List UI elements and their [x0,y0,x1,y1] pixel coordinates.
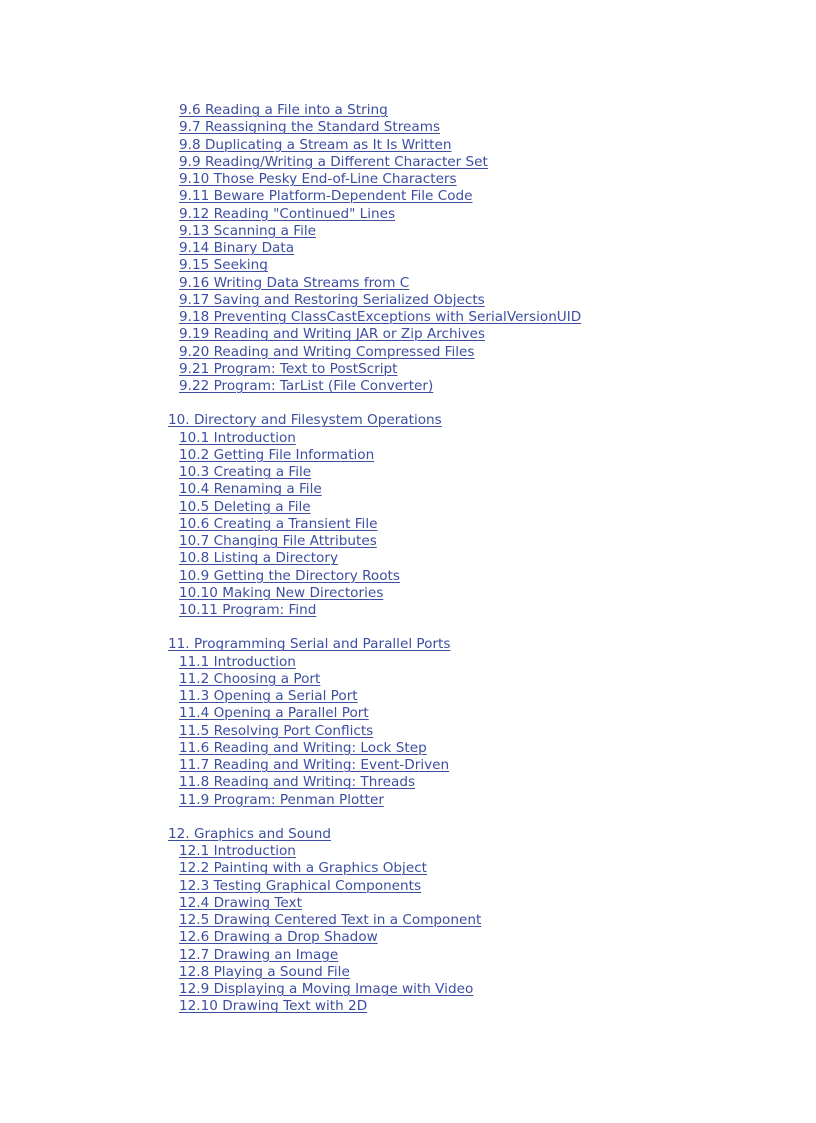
toc-recipe-link[interactable]: 12.7 Drawing an Image [179,946,339,963]
toc-recipe-link[interactable]: 10.10 Making New Directories [179,584,384,601]
toc-recipe-link[interactable]: 10.9 Getting the Directory Roots [179,567,400,584]
toc-recipe-link[interactable]: 11.1 Introduction [179,653,296,670]
toc-recipe-link[interactable]: 9.10 Those Pesky End-of-Line Characters [179,171,457,187]
toc-recipe-link[interactable]: 11.9 Program: Penman Plotter [179,791,384,808]
toc-section [168,636,808,809]
toc-recipe-link[interactable]: 9.13 Scanning a File [179,222,316,239]
toc-recipe-link[interactable]: 9.18 Preventing ClassCastExceptions with SerialVersionUID [179,309,582,325]
toc-recipe-link[interactable]: 10.6 Creating a Transient File [179,515,378,532]
toc-chapter-link[interactable]: 11. Programming Serial and Parallel Ports [168,636,451,653]
toc-recipe-link[interactable]: 9.16 Writing Data Streams from C [179,274,410,291]
toc-recipe-link[interactable]: 12.4 Drawing Text [179,894,302,911]
toc-recipe-link[interactable]: 10.7 Changing File Attributes [179,533,377,549]
toc-recipe-link[interactable]: 9.20 Reading and Writing Compressed Files [179,343,475,360]
toc-recipe-link[interactable]: 10.4 Renaming a File [179,481,322,498]
toc-recipe-link[interactable]: 11.2 Choosing a Port [179,670,321,687]
toc-recipe-link[interactable]: 9.17 Saving and Restoring Serialized Objects [179,291,485,308]
toc-recipe-link[interactable]: 11.8 Reading and Writing: Threads [179,774,416,791]
toc-recipe-link[interactable]: 10.2 Getting File Information [179,446,375,463]
toc-recipe-link[interactable]: 12.10 Drawing Text with 2D [179,998,368,1015]
toc-recipe-link[interactable]: 12.1 Introduction [179,843,296,859]
toc-recipe-link[interactable]: 12.5 Drawing Centered Text in a Component [179,912,482,928]
toc-recipe-link[interactable]: 9.6 Reading a File into a String [179,102,388,118]
toc-section [168,102,808,395]
toc-recipe-link[interactable]: 12.8 Playing a Sound File [179,963,350,980]
toc-recipe-link[interactable]: 10.1 Introduction [179,429,296,446]
toc-recipe-link[interactable]: 9.9 Reading/Writing a Different Character Set [179,153,488,170]
toc-recipe-link[interactable]: 11.5 Resolving Port Conflicts [179,722,374,739]
toc-chapter-link[interactable]: 12. Graphics and Sound [168,825,331,842]
toc-recipe-link[interactable]: 12.9 Displaying a Moving Image with Video [179,981,474,997]
toc-recipe-link[interactable]: 10.3 Creating a File [179,464,312,480]
toc-recipe-link[interactable]: 11.4 Opening a Parallel Port [179,705,369,722]
toc-recipe-link[interactable]: 10.11 Program: Find [179,602,317,618]
toc-recipe-link[interactable]: 11.6 Reading and Writing: Lock Step [179,739,427,756]
toc-recipe-link[interactable]: 9.12 Reading "Continued" Lines [179,205,396,222]
toc-recipe-link[interactable]: 9.21 Program: Text to PostScript [179,360,398,377]
toc-recipe-link[interactable]: 9.14 Binary Data [179,240,295,256]
toc-recipe-link[interactable]: 10.5 Deleting a File [179,498,311,515]
toc-recipe-link[interactable]: 11.3 Opening a Serial Port [179,688,358,704]
toc-recipe-link[interactable]: 9.15 Seeking [179,257,268,274]
toc-recipe-link[interactable]: 9.8 Duplicating a Stream as It Is Written [179,136,452,153]
table-of-contents [168,102,808,1016]
toc-recipe-link[interactable]: 12.6 Drawing a Drop Shadow [179,929,378,946]
toc-recipe-link[interactable]: 10.8 Listing a Directory [179,550,338,567]
toc-recipe-link[interactable]: 11.7 Reading and Writing: Event-Driven [179,757,450,773]
toc-recipe-link[interactable]: 9.7 Reassigning the Standard Streams [179,119,441,136]
toc-recipe-link[interactable]: 12.3 Testing Graphical Components [179,877,422,894]
toc-recipe-link[interactable]: 12.2 Painting with a Graphics Object [179,860,428,877]
toc-recipe-link[interactable]: 9.19 Reading and Writing JAR or Zip Archives [179,326,485,343]
toc-recipe-link[interactable]: 9.11 Beware Platform-Dependent File Code [179,188,473,205]
toc-recipe-link[interactable]: 9.22 Program: TarList (File Converter) [179,378,434,394]
toc-chapter-link[interactable]: 10. Directory and Filesystem Operations [168,412,442,429]
toc-section [168,412,808,619]
toc-section [168,826,808,1016]
